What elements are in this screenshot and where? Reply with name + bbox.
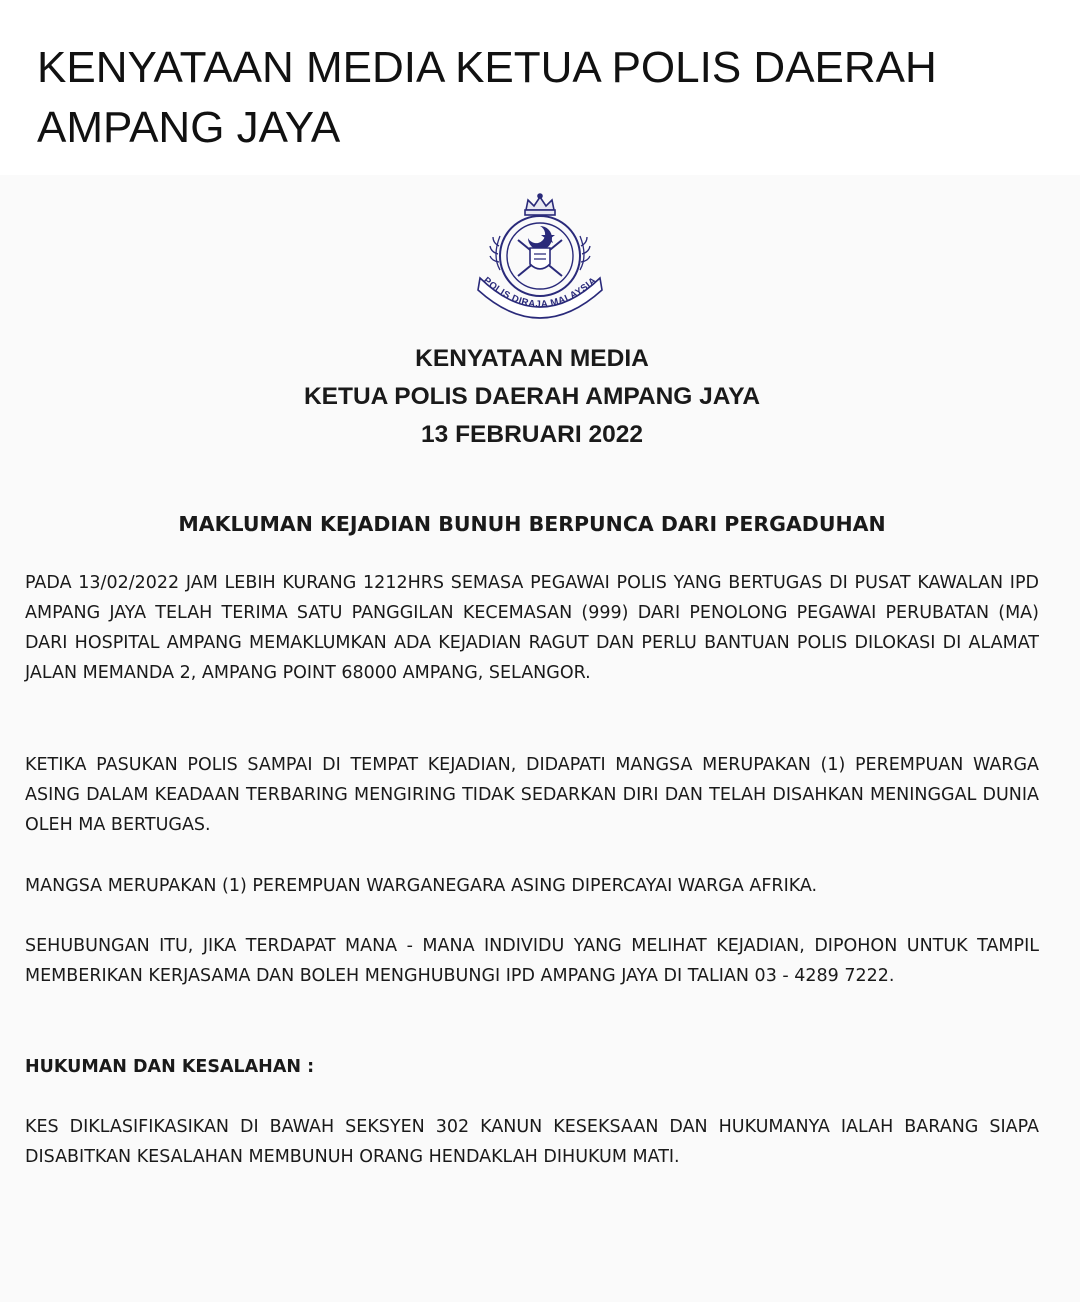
section-label-penalty: HUKUMAN DAN KESALAHAN : (25, 1057, 315, 1077)
document-date: 13 FEBRUARI 2022 (421, 421, 643, 448)
document-title-block (0, 340, 1064, 454)
post-headline: KENYATAAN MEDIA KETUA POLIS DAERAH AMPANG JAYA (37, 43, 937, 152)
paragraph-penalty: KES DIKLASIFIKASIKAN DI BAWAH SEKSYEN 302 KANUN KESEKSAAN DAN HUKUMANYA IALAH BARANG SIAPA DISABITKAN KESALAHAN MEMBUNUH ORANG HENDAKLAH DIHUKUM MATI. (25, 1117, 1039, 1167)
pdrm-crest-icon (470, 190, 610, 330)
paragraph-scene-findings: KETIKA PASUKAN POLIS SAMPAI DI TEMPAT KEJADIAN, DIDAPATI MANGSA MERUPAKAN (1) PEREMPUAN WARGA ASING DALAM KEADAAN TERBARING MENGIRING TIDAK SEDARKAN DIRI DAN TELAH DISAHKAN MENINGGAL DUNIA OLEH MA BERTUGAS. (25, 755, 1039, 835)
paragraph-victim-identity: MANGSA MERUPAKAN (1) PEREMPUAN WARGANEGARA ASING DIPERCAYAI WARGA AFRIKA. (25, 876, 818, 896)
crest-ribbon-text: POLIS DIRAJA MALAYSIA (481, 275, 599, 311)
paragraph-incident-report: PADA 13/02/2022 JAM LEBIH KURANG 1212HRS SEMASA PEGAWAI POLIS YANG BERTUGAS DI PUSAT KAWALAN IPD AMPANG JAYA TELAH TERIMA SATU PANGGILAN KECEMASAN (999) DARI PENOLONG PEGAWAI PERUBATAN (MA) DARI HOSPITAL AMPANG MEMAKLUMKAN ADA KEJADIAN RAGUT DAN PERLU BANTUAN POLIS DILOKASI DI ALAMAT JALAN MEMANDA 2, AMPANG POINT 68000 AMPANG, SELANGOR. (25, 573, 1039, 683)
document-issuer: KETUA POLIS DAERAH AMPANG JAYA (303, 383, 761, 410)
document-subject: MAKLUMAN KEJADIAN BUNUH BERPUNCA DARI PERGADUHAN (178, 512, 886, 536)
paragraph-public-appeal: SEHUBUNGAN ITU, JIKA TERDAPAT MANA - MANA INDIVIDU YANG MELIHAT KEJADIAN, DIPOHON UNTUK TAMPIL MEMBERIKAN KERJASAMA DAN BOLEH MENGHUBUNGI IPD AMPANG JAYA DI TALIAN 03 - 4289 7222. (25, 936, 1039, 986)
document-title: KENYATAAN MEDIA (415, 345, 649, 372)
